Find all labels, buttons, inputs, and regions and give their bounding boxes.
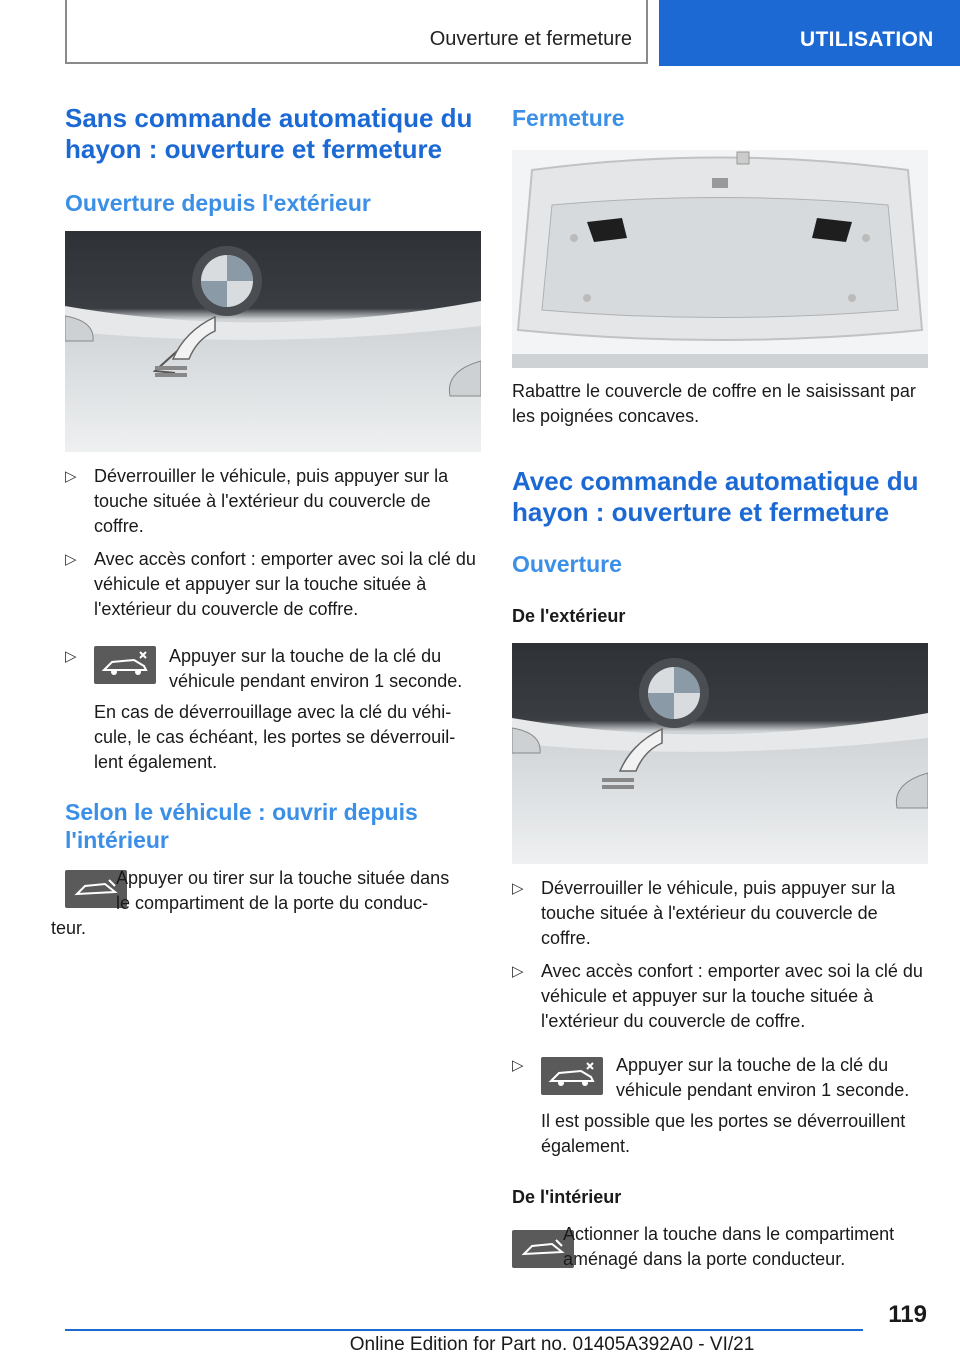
interior-close-text: Actionner la touche dans le compartiment aménagé dans la porte conducteur. — [563, 1224, 895, 1269]
list-item — [65, 644, 481, 694]
bullet-triangle-icon: ▷ — [65, 551, 77, 568]
bullet-note: Il est possible que les portes se déverrouillent également. — [541, 1111, 906, 1156]
bullet-triangle-icon: ▷ — [512, 963, 524, 980]
interior-text-line1: Appuyer ou tirer sur la touche située dans — [116, 868, 450, 888]
bullet-text: Déverrouiller le véhicule, puis appuyer sur la touche située à l'extérieur du couvercle de coffre. — [541, 878, 896, 948]
heading-from-outside: De l'extérieur — [512, 606, 626, 626]
bullet-text: Appuyer sur la touche de la clé du véhicule pendant environ 1 seconde. — [169, 646, 463, 691]
key-trunk-button-icon — [541, 1057, 603, 1095]
chapter-tab-label: UTILISATION — [800, 28, 934, 51]
page-number: 119 — [888, 1301, 927, 1328]
heading-open-from-inside: Selon le véhicule : ouvrir depuis l'intérieur — [65, 799, 418, 853]
footer-edition — [0, 1334, 960, 1356]
bullet-text: Avec accès confort : emporter avec soi la clé du véhicule et appuyer sur la touche située à l'extérieur du couvercle de coffre. — [94, 549, 476, 619]
trunk-lid-photo — [512, 150, 928, 368]
heading-open-from-outside: Ouverture depuis l'extérieur — [65, 190, 371, 216]
header-section-box — [65, 0, 648, 64]
heading-closing: Fermeture — [512, 105, 625, 131]
heading-opening: Ouverture — [512, 551, 622, 577]
heading-auto-tailgate: Avec commande automatique du hayon : ouverture et fermeture — [512, 466, 919, 527]
trunk-button-photo — [65, 231, 481, 452]
footer-edition-text: Online Edition for Part no. 01405A392A0 - VI/21 — [349, 1334, 755, 1355]
list-item — [512, 876, 928, 951]
bullet-text: Avec accès confort : emporter avec soi la clé du véhicule et appuyer sur la touche située à l'extérieur du couvercle de coffre. — [541, 961, 923, 1031]
bullet-text: Appuyer sur la touche de la clé du véhicule pendant environ 1 seconde. — [616, 1055, 910, 1100]
closing-text: Rabattre le couvercle de coffre en le saisissant par les poignées concaves. — [512, 381, 916, 426]
bullet-note: En cas de déverrouillage avec la clé du véhi-cule, le cas échéant, les portes se déverrouil-lent également. — [94, 702, 456, 772]
heading-no-auto-tailgate: Sans commande automatique du hayon : ouverture et fermeture — [65, 103, 473, 164]
list-item — [65, 464, 481, 539]
key-trunk-button-icon — [94, 646, 156, 684]
bullet-triangle-icon: ▷ — [512, 880, 524, 897]
bullet-text: Déverrouiller le véhicule, puis appuyer sur la touche située à l'extérieur du couvercle de coffre. — [94, 466, 449, 536]
bullet-triangle-icon: ▷ — [65, 468, 77, 485]
bullet-triangle-icon: ▷ — [65, 648, 77, 665]
interior-text-line2: le compartiment de la porte du conduc- — [116, 893, 429, 913]
header-section-title: Ouverture et fermeture — [429, 28, 632, 50]
trunk-button-photo-2 — [512, 643, 928, 864]
interior-text-line3: teur. — [51, 918, 87, 938]
footer-rule — [65, 1329, 863, 1331]
chapter-tab — [659, 0, 960, 66]
list-item — [512, 959, 928, 1034]
heading-from-inside: De l'intérieur — [512, 1187, 622, 1207]
list-item — [65, 547, 481, 622]
bullet-triangle-icon: ▷ — [512, 1057, 524, 1074]
list-item — [512, 1053, 928, 1103]
